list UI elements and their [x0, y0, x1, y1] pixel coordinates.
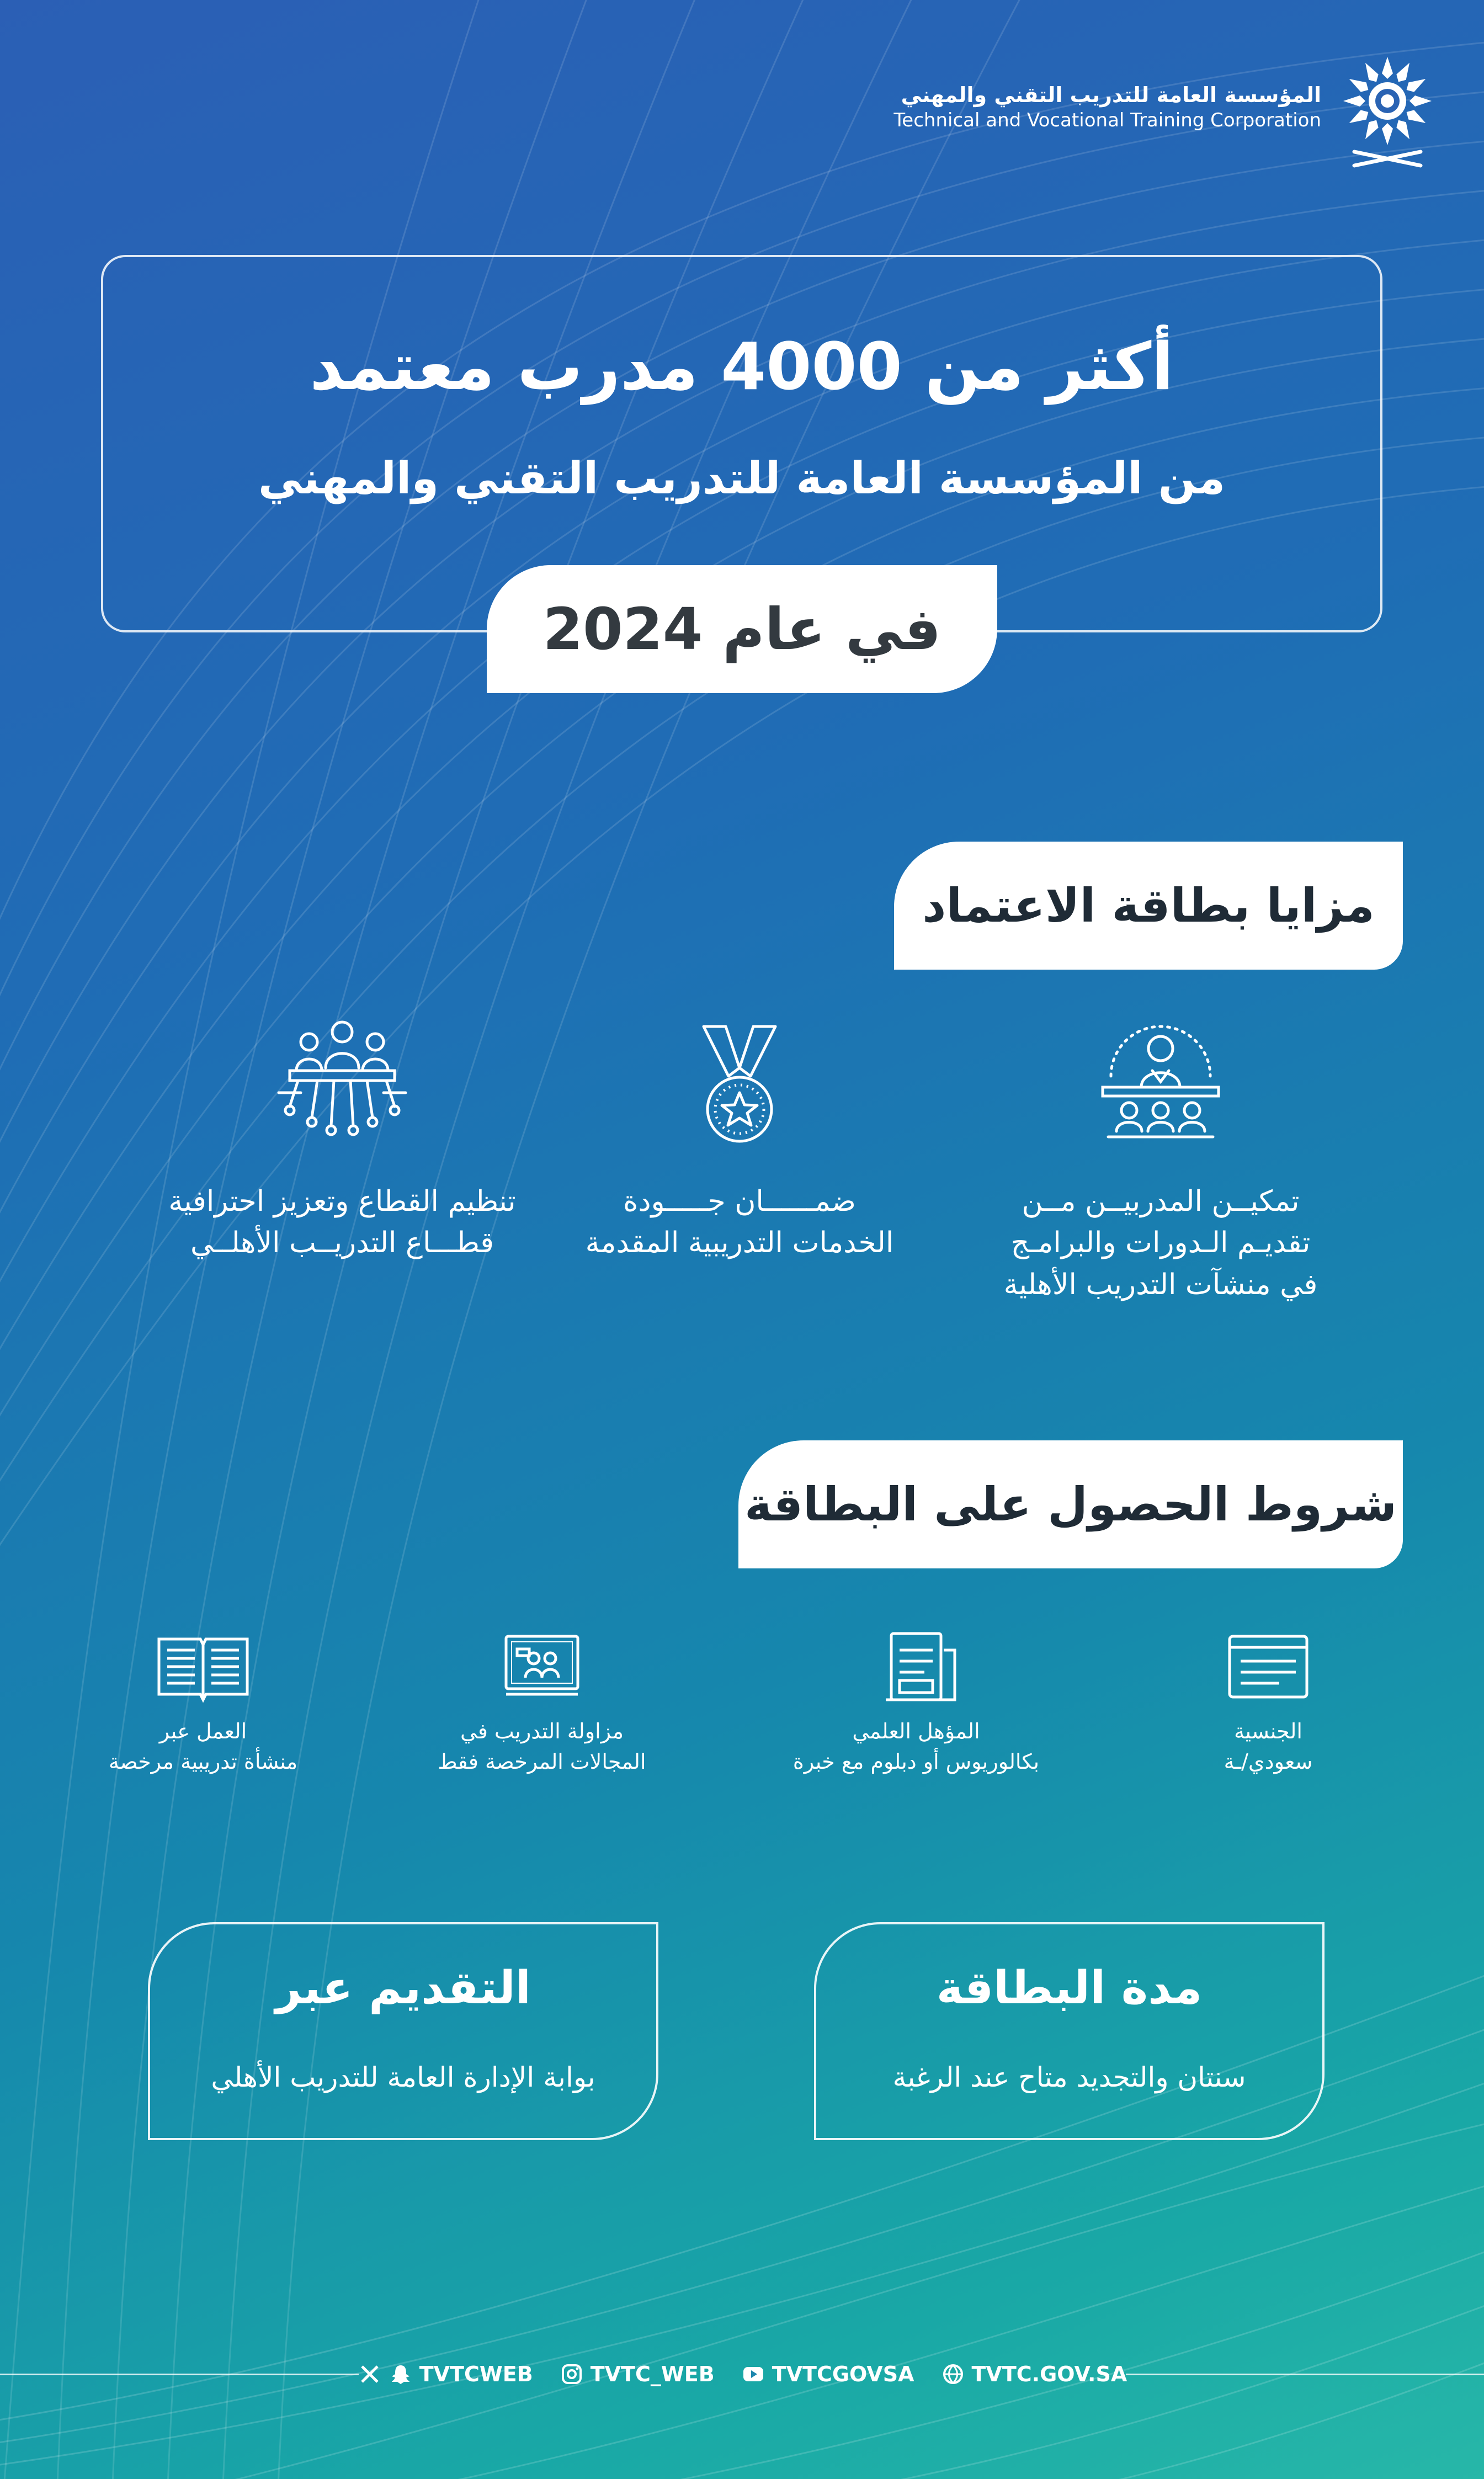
org-name [825, 83, 1321, 131]
website-url: TVTC.GOV.SA [971, 2362, 1127, 2386]
apply-text: بوابة الإدارة العامة للتدريب الأهلي [211, 2061, 595, 2093]
open-book-icon [148, 1628, 258, 1716]
snapchat-icon [389, 2362, 413, 2386]
globe-icon [941, 2362, 965, 2386]
medal-star-icon [671, 1015, 809, 1153]
apply-card [148, 1922, 658, 2140]
year-badge: في عام 2024 [487, 565, 997, 693]
certificate-document-icon [861, 1628, 971, 1716]
x-icon [358, 2362, 382, 2386]
condition-licensed-fields-title: مزاولة التدريب في [460, 1719, 624, 1743]
condition-licensed-facility-text: منشأة تدريبية مرخصة [108, 1749, 298, 1774]
condition-licensed-facility-title: العمل عبر [159, 1719, 247, 1743]
x-snapchat-handle: TVTCWEB [419, 2362, 533, 2386]
condition-licensed-fields-text: المجالات المرخصة فقط [438, 1749, 646, 1774]
benefit-sector-regulation: تنظيم القطاع وتعزيز احترافية قطـــاع التدريــب الأهلــي [168, 1185, 516, 1260]
instagram-icon [560, 2362, 584, 2386]
social-youtube[interactable] [741, 2362, 914, 2386]
trainer-presenting-icon [1092, 1015, 1230, 1153]
instagram-handle: TVTC_WEB [590, 2362, 715, 2386]
condition-nationality-title: الجنسية [1234, 1719, 1302, 1743]
social-x-snapchat[interactable] [358, 2362, 533, 2386]
duration-title: مدة البطاقة [936, 1962, 1203, 2014]
tvtc-logo-icon [1338, 52, 1437, 174]
benefits-heading: مزايا بطاقة الاعتماد [894, 842, 1403, 970]
condition-nationality-text: سعودي/ـة [1224, 1749, 1313, 1774]
conditions-heading: شروط الحصول على البطاقة [738, 1440, 1403, 1568]
duration-text: سنتان والتجديد متاح عند الرغبة [892, 2061, 1246, 2093]
duration-card [814, 1922, 1325, 2140]
condition-licensed-facility [60, 1716, 347, 1777]
condition-qualification [773, 1716, 1060, 1777]
apply-title: التقديم عبر [275, 1962, 531, 2014]
social-links-bar [375, 2356, 1127, 2392]
hero-subtitle: من المؤسسة العامة للتدريب التقني والمهني [258, 453, 1226, 504]
condition-nationality [1125, 1716, 1412, 1777]
footer-divider-right [1126, 2374, 1484, 2375]
footer-divider-left [0, 2374, 359, 2375]
condition-qualification-text: بكالوريوس أو دبلوم مع خبرة [792, 1749, 1040, 1774]
hero-title: أكثر من 4000 مدرب معتمد [310, 328, 1174, 405]
benefit-quality-assurance: ضمــــــان جـــــودة الخدمات التدريبية المقدمة [585, 1185, 894, 1260]
youtube-icon [741, 2362, 765, 2386]
org-name-english: Technical and Vocational Training Corporation [893, 109, 1321, 131]
org-name-arabic: المؤسسة العامة للتدريب التقني والمهني [901, 83, 1321, 107]
condition-qualification-title: المؤهل العلمي [852, 1719, 980, 1743]
social-instagram[interactable] [560, 2362, 715, 2386]
training-board-icon [487, 1628, 597, 1716]
youtube-handle: TVTCGOVSA [772, 2362, 914, 2386]
benefit-empower-trainers: تمكيــن المدربيــن مــن تقديـم الـدورات والبرامـج في منشآت التدريب الأهلية [1003, 1185, 1318, 1301]
website-link[interactable] [941, 2362, 1127, 2386]
id-card-icon [1213, 1628, 1323, 1716]
network-people-icon [273, 1015, 411, 1153]
condition-licensed-fields [398, 1716, 685, 1777]
